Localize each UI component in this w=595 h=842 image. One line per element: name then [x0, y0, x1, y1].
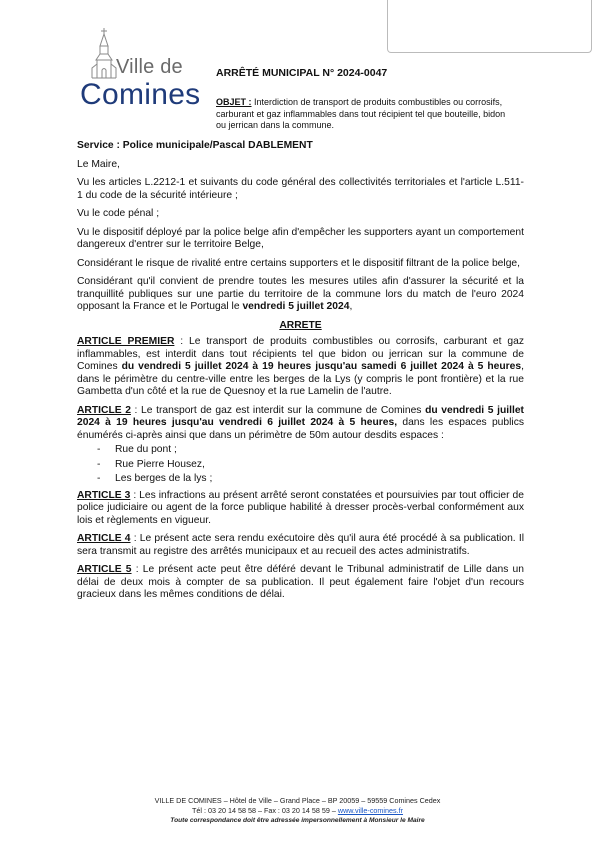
espaces-list — [77, 444, 524, 486]
logo-ville-text: Ville de — [116, 56, 183, 78]
considerant-text: Considérant qu'il convient de prendre toutes les mesures utiles afin d'assurer la sécurité et la tranquillité publiques sur une partie du territoire de la commune lors du match de l'euro 2024 opposant la France et le Portugal le — [77, 276, 524, 312]
article-1-text: : Le transport de produits combustibles ou corrosifs, carburant et gaz inflammables, est interdit dans tout récipients tel que bidon ou jerrican sur la commune de Comines — [77, 336, 524, 372]
vu-code-penal: Vu le code pénal ; — [77, 208, 160, 219]
arrete-title: ARRÊTÉ MUNICIPAL N° 2024-0047 — [216, 67, 388, 79]
footer-contact — [0, 806, 595, 816]
article-5-label: ARTICLE 5 — [77, 564, 132, 575]
objet-text: Interdiction de transport de produits combustibles ou corrosifs, carburant et gaz inflammables dans tout récipient tel que bouteille, bidon ou jerrican dans la commune. — [216, 97, 506, 130]
footer-phone-fax: Tél : 03 20 14 58 58 – Fax : 03 20 14 58 59 – — [192, 806, 338, 815]
footer-address: VILLE DE COMINES – Hôtel de Ville – Grand Place – BP 20059 – 59559 Comines Cedex — [154, 796, 441, 805]
article-2-text: : Le transport de gaz est interdit sur la commune de Comines — [130, 404, 426, 416]
service-line: Service : Police municipale/Pascal DABLEMENT — [77, 140, 313, 151]
vu-dispositif: Vu le dispositif déployé par la police belge afin d'empêcher les supporters ayant un comportement dangereux d'entrer sur le territoire Belge, — [77, 226, 524, 250]
list-item: - Rue Pierre Housez, — [77, 459, 524, 472]
document-body — [77, 140, 524, 608]
article-3 — [77, 490, 524, 528]
considerant-date: vendredi 5 juillet 2024 — [242, 301, 350, 312]
article-3-text: : Les infractions au présent arrêté seront constatées et poursuivies par tout officier de police judiciaire ou agent de la force publique habilité à dresser procès-verbal conformément aux lois et règlements en vigueur. — [77, 489, 524, 526]
article-1-dates: du vendredi 5 juillet 2024 à 19 heures jusqu'au samedi 6 juillet 2024 à 5 heures — [121, 361, 522, 372]
list-item: - Les berges de la lys ; — [77, 473, 524, 486]
church-steeple-icon — [88, 28, 118, 80]
article-4-label: ARTICLE 4 — [77, 533, 131, 544]
le-maire: Le Maire, — [77, 158, 120, 170]
article-5 — [77, 564, 524, 602]
article-5-text: : Le présent acte peut être déféré devant le Tribunal administratif de Lille dans un délai de deux mois à compter de sa publication. Il peut également faire l'objet d'un recours gracieux dans les mêmes conditions de délai. — [77, 564, 524, 600]
city-logo — [78, 28, 208, 111]
article-1-label: ARTICLE PREMIER — [77, 336, 175, 347]
considerant-risque: Considérant le risque de rivalité entre certains supporters et le dispositif filtrant de la police belge, — [77, 257, 521, 269]
objet-block — [216, 97, 516, 132]
article-2-dates: du vendredi 5 juillet 2024 à 19 heures jusqu'au vendredi 6 juillet 2024 à 5 heures, — [77, 404, 524, 428]
article-3-label: ARTICLE 3 — [77, 489, 131, 501]
footer-website-link[interactable]: www.ville-comines.fr — [337, 806, 403, 815]
list-item: - Rue du pont ; — [77, 444, 524, 457]
article-2-text-end: dans les espaces publics énumérés ci-après ainsi que dans un périmètre de 50m autour desdits espaces : — [77, 417, 525, 441]
considerant-mesures — [77, 276, 524, 314]
article-2 — [77, 405, 524, 443]
article-4-text: : Le présent acte sera rendu exécutoire dès qu'il aura été procédé à sa publication. Il sera transmit au registre des arrêtés municipaux et au recueil des actes administratifs. — [77, 533, 524, 557]
arrete-heading: ARRETE — [279, 319, 322, 331]
logo-comines-text: Comines — [80, 78, 201, 111]
article-1 — [77, 336, 524, 399]
stamp-box — [387, 0, 592, 53]
vu-articles: Vu les articles L.2212-1 et suivants du code général des collectivités territoriales et l'article L.511-1 du code de la sécurité intérieure ; — [77, 177, 524, 201]
page-footer — [0, 796, 595, 826]
article-2-label: ARTICLE 2 — [77, 404, 131, 416]
considerant-end: , — [349, 301, 353, 312]
article-4 — [77, 533, 524, 558]
article-1-text-end: , dans le périmètre du centre-ville entre les berges de la Lys (y compris le pont frontière) et la rue Gambetta d'un côté et la rue de Quesnoy et la rue Lamelin de l'autre. — [77, 361, 524, 397]
footer-note: Toute correspondance doit être adressée impersonnellement à Monsieur le Maire — [170, 817, 425, 824]
objet-label: OBJET : — [216, 97, 252, 107]
